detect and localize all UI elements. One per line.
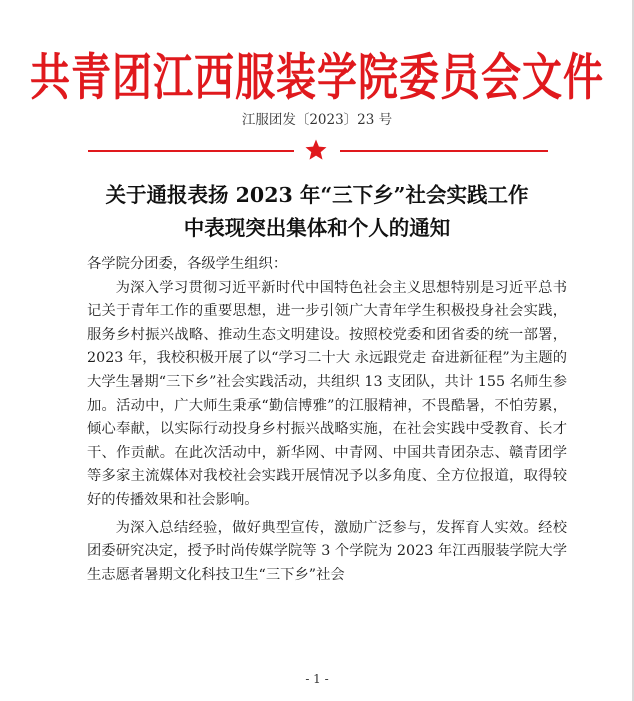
body-paragraph-2: 为深入总结经验，做好典型宣传，激励广泛参与，发挥育人实效。经校团委研究决定，授予时尚传媒学院等 3 个学院为 2023 年江西服装学院大学生志愿者暑期文化科技卫生“三下乡”社会 [87, 519, 567, 583]
document-number: 江服团发〔2023〕23 号 [241, 112, 393, 128]
notice-title-line2: 中表现突出集体和个人的通知 [183, 216, 451, 240]
header-divider-right [340, 150, 548, 152]
body-paragraph-1: 为深入学习贯彻习近平新时代中国特色社会主义思想特别是习近平总书记关于青年工作的重要思想，进一步引领广大青年学生积极投身社会实践，服务乡村振兴战略、推动生态文明建设。按照校党委和团省委的统一部署，2023 年，我校积极开展了以“学习二十大 永远跟党走 奋进新征程”为主题的大学生暑期“三下乡”社会实践活动，共组织 13 支团队，共计 155 名师生参加。活动中，广大师生秉承“勤信博雅”的江服精神，不畏酷暑，不怕劳累，倾心奉献，以实际行动投身乡村振兴战略实施，在社会实践中受教育、长才干、作贡献。在此次活动中，新华网、中青网、中国共青团杂志、赣青团学等多家主流媒体对我校社会实践开展情况予以多角度、全方位报道，取得较好的传播效果和社会影响。 [87, 279, 567, 508]
header-divider-left [88, 150, 294, 152]
document-body [87, 253, 567, 587]
notice-title-line1: 关于通报表扬 2023 年“三下乡”社会实践工作 [105, 183, 529, 207]
document-header-title: 共青团江西服装学院委员会文件 [30, 49, 604, 107]
salutation: 各学院分团委，各级学生组织： [87, 256, 288, 272]
star-icon [304, 138, 328, 162]
page-number: - 1 - [305, 672, 329, 686]
